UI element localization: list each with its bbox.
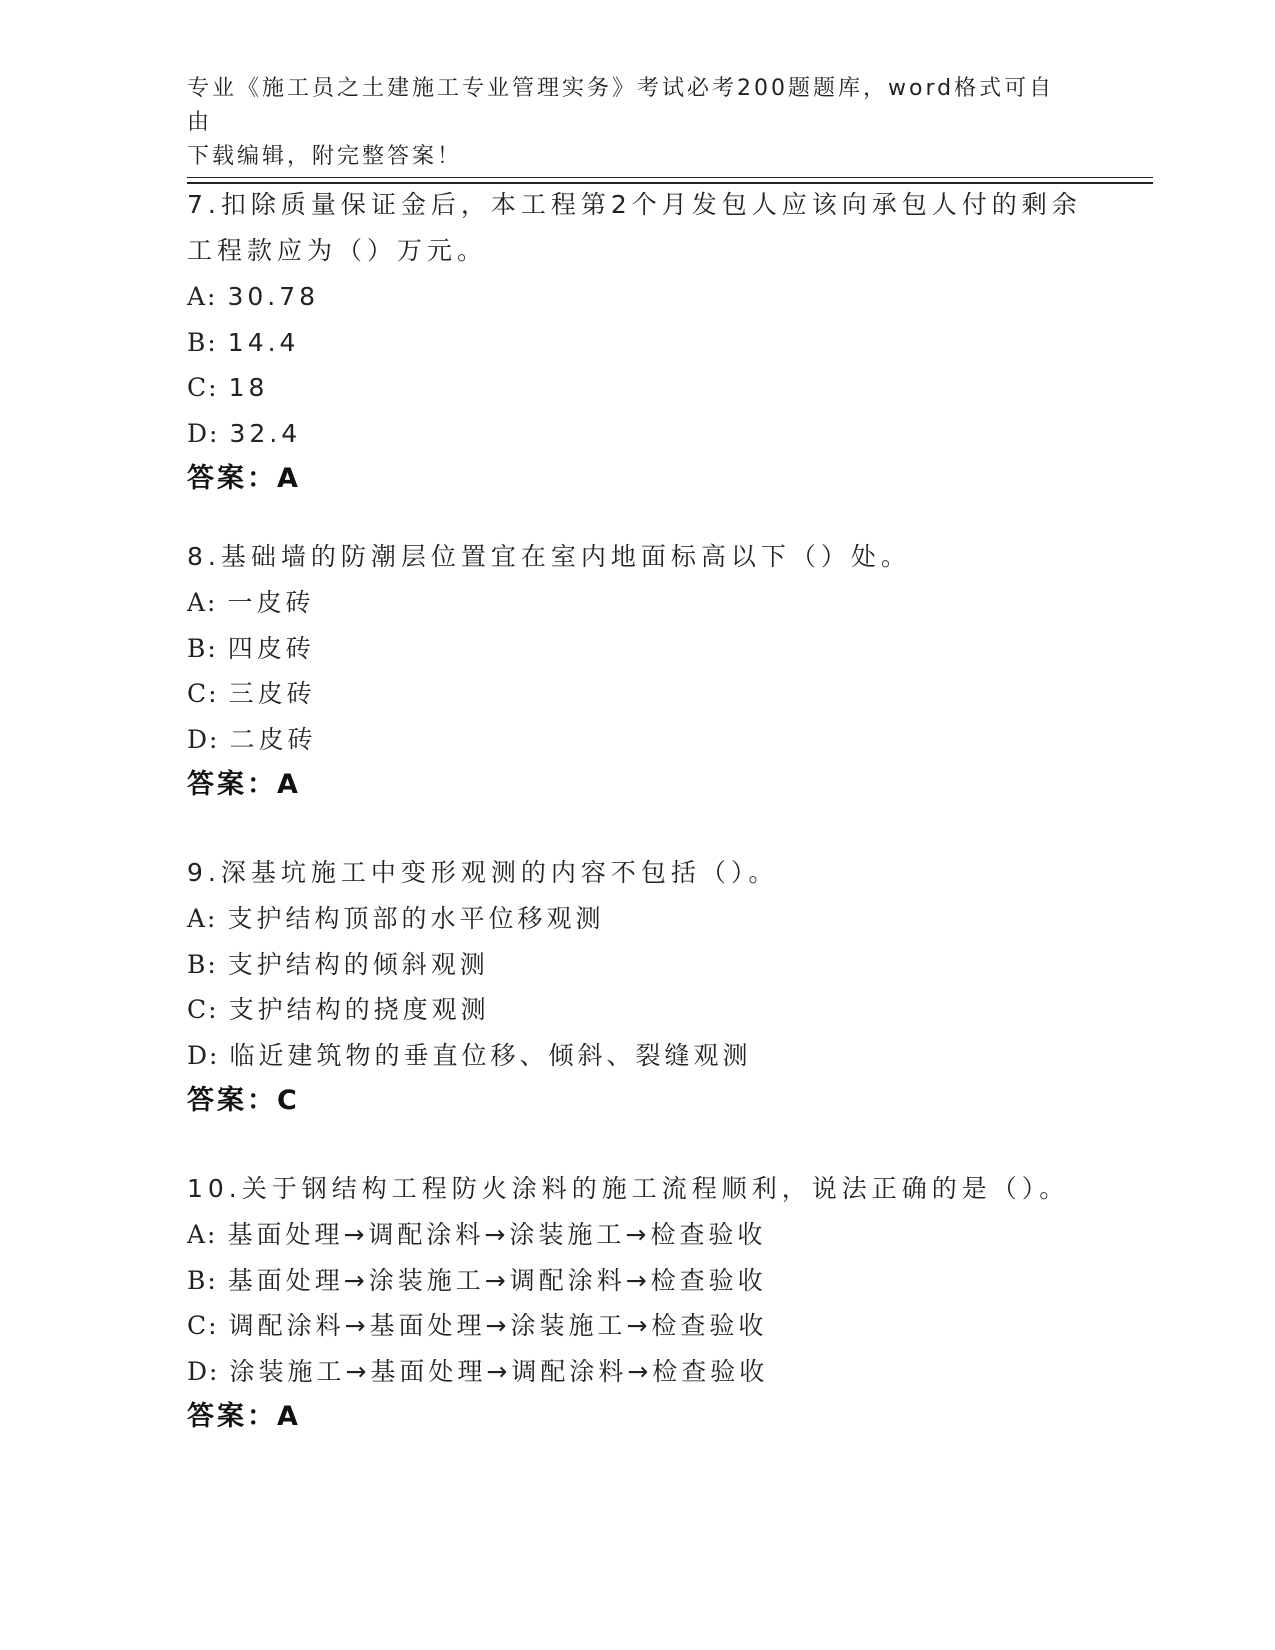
- header-divider-top: [187, 177, 1153, 178]
- option-letter: B:: [187, 633, 218, 663]
- option-text: 四皮砖: [227, 633, 315, 663]
- option-d: [187, 1349, 1087, 1395]
- option-letter: D:: [187, 724, 220, 754]
- question-10: [187, 1166, 1087, 1440]
- option-b: [187, 320, 1087, 366]
- question-7: [187, 182, 1087, 502]
- option-c: [187, 671, 1087, 717]
- option-letter: C:: [187, 1311, 219, 1340]
- answer: 答案：C: [187, 1085, 300, 1116]
- option-d: [187, 411, 1087, 457]
- answer: 答案：A: [187, 1401, 301, 1432]
- option-letter: B:: [187, 949, 218, 979]
- option-text: 三皮砖: [228, 679, 316, 708]
- option-c: [187, 365, 1087, 411]
- option-letter: D:: [187, 1356, 220, 1386]
- option-a: [187, 580, 1087, 626]
- option-text: 基面处理→涂装施工→调配涂料→检查验收: [227, 1265, 767, 1295]
- option-a: [187, 274, 1087, 320]
- question-stem-continued: 工程款应为（）万元。: [187, 236, 488, 265]
- option-text: 32.4: [229, 418, 302, 448]
- option-c: [187, 1303, 1087, 1349]
- option-letter: B:: [187, 327, 218, 357]
- option-text: 支护结构顶部的水平位移观测: [227, 904, 605, 933]
- option-letter: C:: [187, 679, 219, 708]
- answer: 答案：A: [187, 463, 301, 494]
- option-a: [187, 1212, 1087, 1258]
- option-letter: A:: [187, 588, 218, 617]
- option-text: 支护结构的挠度观测: [228, 995, 490, 1024]
- option-letter: A:: [187, 282, 218, 311]
- option-c: [187, 987, 1087, 1033]
- option-text: 支护结构的倾斜观测: [227, 949, 489, 979]
- option-text: 一皮砖: [227, 588, 315, 617]
- question-stem: 8.基础墙的防潮层位置宜在室内地面标高以下（）处。: [187, 542, 911, 571]
- option-letter: D:: [187, 418, 220, 448]
- option-letter: B:: [187, 1265, 218, 1295]
- option-text: 基面处理→调配涂料→涂装施工→检查验收: [227, 1220, 767, 1249]
- option-letter: D:: [187, 1040, 220, 1070]
- answer: 答案：A: [187, 769, 301, 800]
- option-text: 涂装施工→基面处理→调配涂料→检查验收: [229, 1356, 769, 1386]
- option-letter: C:: [187, 373, 219, 402]
- question-stem: 10.关于钢结构工程防火涂料的施工流程顺利，说法正确的是（）。: [187, 1174, 1070, 1203]
- option-a: [187, 896, 1087, 942]
- option-d: [187, 1033, 1087, 1079]
- option-text: 18: [228, 373, 269, 402]
- document-header: [187, 72, 1067, 174]
- question-9: [187, 850, 1087, 1124]
- option-text: 30.78: [227, 282, 320, 311]
- question-stem: 9.深基坑施工中变形观测的内容不包括（）。: [187, 858, 779, 887]
- option-letter: C:: [187, 995, 219, 1024]
- option-text: 二皮砖: [229, 724, 317, 754]
- option-text: 调配涂料→基面处理→涂装施工→检查验收: [228, 1311, 768, 1340]
- option-b: [187, 942, 1087, 988]
- option-text: 临近建筑物的垂直位移、倾斜、裂缝观测: [229, 1040, 752, 1070]
- option-letter: A:: [187, 904, 218, 933]
- question-stem: 7.扣除质量保证金后，本工程第2个月发包人应该向承包人付的剩余: [187, 190, 1082, 219]
- question-8: [187, 534, 1087, 808]
- option-d: [187, 717, 1087, 763]
- header-line-2: 下载编辑，附完整答案！: [187, 144, 463, 169]
- option-text: 14.4: [227, 327, 300, 357]
- option-letter: A:: [187, 1220, 218, 1249]
- option-b: [187, 1258, 1087, 1304]
- option-b: [187, 626, 1087, 672]
- header-line-1: 专业《施工员之土建施工专业管理实务》考试必考200题题库，word格式可自由: [187, 76, 1055, 135]
